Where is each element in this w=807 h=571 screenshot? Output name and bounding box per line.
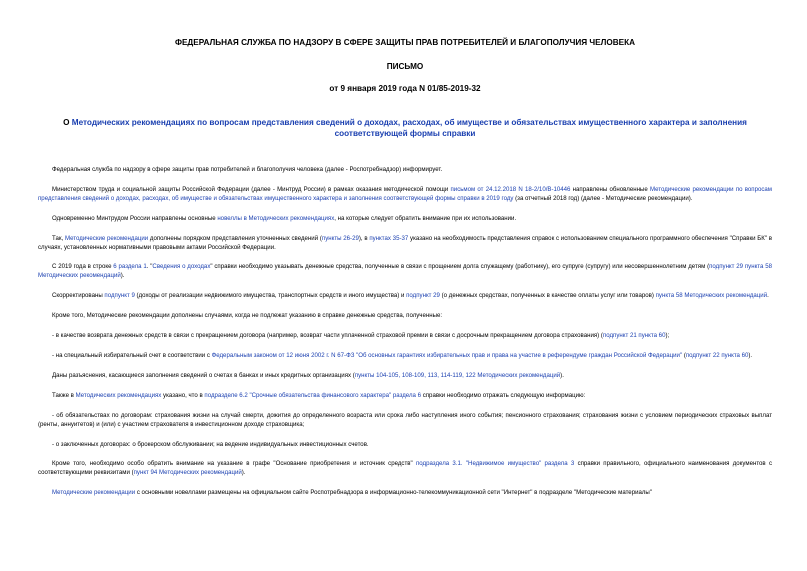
subject-prefix: О bbox=[63, 118, 72, 127]
document-link[interactable]: Методические рекомендации bbox=[52, 489, 136, 497]
paragraph-text: (за отчетный 2018 год) (далее - Методические рекомендации). bbox=[513, 194, 693, 202]
paragraph bbox=[38, 215, 772, 224]
paragraph-text: ), в bbox=[358, 234, 370, 242]
paragraph bbox=[38, 166, 772, 175]
paragraph bbox=[38, 392, 772, 401]
paragraph-text: - на специальный избирательный счет в соответствии с bbox=[52, 351, 212, 359]
doc-date-number: от 9 января 2019 года N 01/85-2019-32 bbox=[329, 84, 481, 93]
paragraph bbox=[38, 372, 772, 381]
paragraph bbox=[38, 460, 772, 478]
agency-title: ФЕДЕРАЛЬНАЯ СЛУЖБА ПО НАДЗОРУ В СФЕРЕ ЗАЩИТЫ ПРАВ ПОТРЕБИТЕЛЕЙ И БЛАГОПОЛУЧИЯ ЧЕЛОВЕКА bbox=[174, 38, 636, 47]
document-link[interactable]: пункты 104-105, 108-109, 113, 114-119, 122 Методических рекомендаций bbox=[354, 371, 561, 379]
document-link[interactable]: подраздела 3.1. "Недвижимое имущество" раздела 3 bbox=[415, 460, 575, 468]
document-link[interactable]: письмом от 24.12.2018 N 18-2/10/В-10446 bbox=[450, 185, 571, 193]
paragraph-text: Министерством труда и социальной защиты Российской Федерации (далее - Минтруд России) в рамках оказания методической помощи bbox=[52, 185, 451, 193]
document-link[interactable]: новеллы в Методических рекомендациях bbox=[217, 214, 335, 222]
paragraph-text: Также в bbox=[52, 391, 76, 399]
paragraph-text: указано, что в bbox=[161, 391, 205, 399]
paragraph-text: ). bbox=[748, 351, 753, 359]
paragraph-text: ). bbox=[241, 469, 246, 477]
paragraph-text: направлены обновленные bbox=[570, 185, 650, 193]
document-link[interactable]: подпункт 29 bbox=[406, 292, 440, 300]
paragraph-text: . bbox=[767, 292, 769, 300]
paragraph-text: Федеральная служба по надзору в сфере защиты прав потребителей и благополучия человека (далее - Роспотребнадзор) информирует. bbox=[52, 166, 443, 173]
paragraph-text: Одновременно Минтрудом России направлены основные bbox=[52, 214, 218, 222]
document-link[interactable]: пункты 26-29 bbox=[321, 234, 359, 242]
document-link[interactable]: Методических рекомендациях bbox=[75, 391, 162, 399]
paragraph-text: ); bbox=[665, 332, 670, 340]
document-link[interactable]: пункт 94 Методических рекомендаций bbox=[133, 469, 242, 477]
paragraph-text: ). bbox=[560, 371, 564, 379]
paragraph-text: , на которые следует обратить внимание при их использовании. bbox=[334, 214, 517, 222]
paragraph bbox=[38, 235, 772, 253]
paragraph-text: (о денежных средствах, полученных в качестве оплаты услуг или товаров) bbox=[439, 292, 656, 300]
subject-heading bbox=[38, 118, 772, 139]
document-link[interactable]: подпункт 29 пункта 58 Методических рекомендаций bbox=[38, 263, 773, 280]
paragraph-text: с основными новеллами размещены на официальном сайте Роспотребнадзора в информационно-телекоммуникационной сети "Интернет" в подразделе "Методические материалы" bbox=[135, 489, 652, 497]
paragraph bbox=[38, 441, 772, 450]
letter-body bbox=[38, 166, 772, 498]
paragraph bbox=[38, 263, 772, 281]
paragraph-text: " справки необходимо указывать денежные средства, полученные в связи с прощением долга служащему (работнику), его супруге (супругу) или несовершеннолетним детям ( bbox=[210, 263, 710, 271]
paragraph bbox=[38, 332, 772, 341]
document-link[interactable]: Сведения о доходах bbox=[152, 263, 211, 271]
document-link[interactable]: раздела 1 bbox=[118, 263, 147, 271]
paragraph bbox=[38, 352, 772, 361]
document-link[interactable]: подпункт 22 пункта 60 bbox=[685, 351, 749, 359]
paragraph-text: . " bbox=[146, 263, 153, 271]
paragraph-text: Кроме того, необходимо особо обратить внимание на указание в графе "Основание приобретения и источник средств" bbox=[52, 460, 416, 468]
document-link[interactable]: подразделе 6.2 "Срочные обязательства финансового характера" раздела 6 bbox=[204, 391, 422, 399]
paragraph-text: справки правильного, официального наименования документов с соответствующими реквизитами ( bbox=[38, 460, 773, 477]
subject-link[interactable]: Методических рекомендациях по вопросам представления сведений о доходах, расходах, об имуществе и обязательствах имущественного характера и заполнения соответствующей формы справки bbox=[71, 118, 747, 138]
document-link[interactable]: Федеральным законом от 12 июня 2002 г. N 67-ФЗ "Об основных гарантиях избирательных прав и права на участие в референдуме граждан Российской Федерации" bbox=[211, 351, 683, 359]
document-link[interactable]: подпункт 21 пункта 60 bbox=[602, 332, 666, 340]
document-link[interactable]: 6 bbox=[113, 263, 117, 271]
paragraph-text: С 2019 года в строке bbox=[52, 263, 114, 271]
paragraph-text: - об обязательствах по договорам: страхования жизни на случай смерти, дожития до определенного возраста или срока либо наступления иного события; пенсионного страхования; страхования жизни с условием периодических страховых выплат (ренты, аннуитетов) и (или) с участием страхователя в инвестиционном доходе страховщика; bbox=[38, 411, 772, 428]
document-link[interactable]: подпункт 9 bbox=[104, 292, 135, 300]
paragraph-text: указано на необходимость представления справок с использованием специального программного обеспечения "Справки БК" в случаях, установленных нормативными правовыми актами Российской Федерации. bbox=[38, 234, 772, 251]
paragraph-text: ). bbox=[120, 272, 125, 280]
paragraph bbox=[38, 489, 772, 498]
paragraph-text: - в качестве возврата денежных средств в связи с прекращением договора (например, возврат части уплаченной страховой премии в связи с досрочным прекращением договора страхования) ( bbox=[52, 332, 603, 340]
paragraph-text: ( bbox=[682, 351, 686, 359]
paragraph-text: Кроме того, Методические рекомендации дополнены случаями, когда не подлежат указанию в справке денежные средства, полученные: bbox=[52, 312, 443, 320]
document-link[interactable]: Методические рекомендации bbox=[64, 234, 149, 242]
paragraph bbox=[38, 186, 772, 204]
document-link[interactable]: Методические рекомендации по вопросам представления сведений о доходах, расходах, об имуществе и обязательствах имущественного характера и заполнения соответствующей формы справки в 2019 году bbox=[38, 185, 772, 202]
document-link[interactable]: пункта 58 Методических рекомендаций bbox=[655, 292, 768, 300]
paragraph-text: справки необходимо отражать следующую информацию: bbox=[421, 391, 586, 399]
paragraph bbox=[38, 312, 772, 321]
paragraph-text: Даны разъяснения, касающиеся заполнения сведений о счетах в банках и иных кредитных организациях ( bbox=[52, 371, 355, 379]
doc-type: ПИСЬМО bbox=[386, 62, 424, 71]
paragraph-text: Скорректированы bbox=[52, 292, 105, 300]
paragraph-text: (доходы от реализации недвижимого имущества, транспортных средств и иного имущества) и bbox=[134, 292, 407, 300]
document-page bbox=[38, 0, 772, 498]
paragraph-text: дополнены порядком представления уточненных сведений ( bbox=[148, 234, 322, 242]
paragraph-text: - о заключенных договорах: о брокерском обслуживании; на ведение индивидуальных инвестиционных счетов. bbox=[52, 440, 369, 448]
document-link[interactable]: пунктах 35-37 bbox=[369, 234, 409, 242]
paragraph bbox=[38, 412, 772, 430]
paragraph bbox=[38, 292, 772, 301]
paragraph-text: Так, bbox=[52, 234, 65, 242]
